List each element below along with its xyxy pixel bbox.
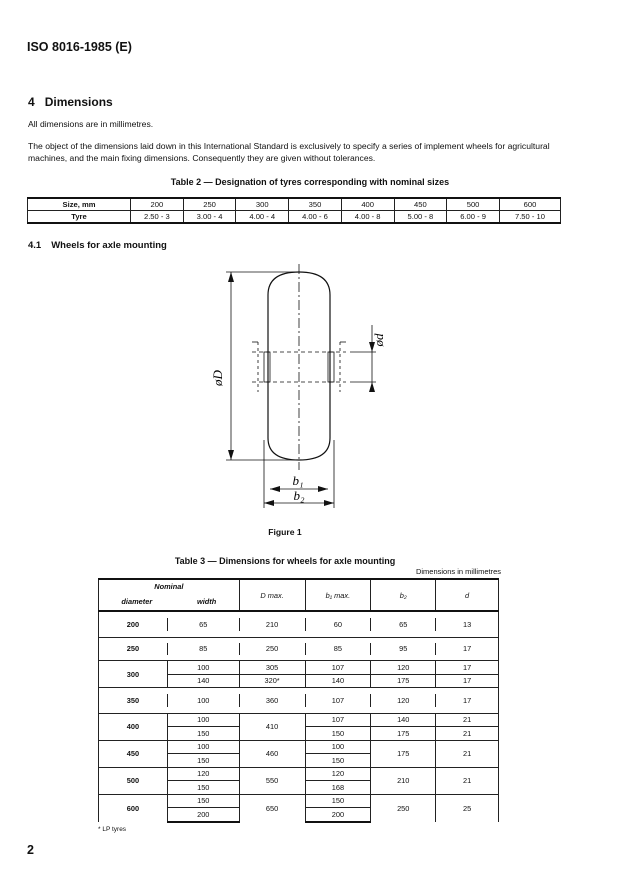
b1-cell: 100 — [305, 740, 371, 754]
label-b2: b₂ — [293, 488, 305, 503]
b1-cell: 168 — [305, 781, 371, 795]
tyre-cell: 4.00 - 6 — [289, 211, 342, 224]
D-cell: 210 — [239, 618, 305, 631]
D-cell: 460 — [239, 740, 305, 767]
diameter-cell: 250 — [99, 643, 168, 656]
width-header: width — [196, 597, 217, 606]
diameter-cell: 350 — [99, 694, 168, 707]
b2-cell: 210 — [371, 767, 436, 794]
D-cell: 650 — [239, 794, 305, 822]
b1-cell: 150 — [305, 754, 371, 768]
figure-1-caption: Figure 1 — [268, 527, 302, 537]
D-cell: 320* — [239, 674, 305, 688]
D-cell: 360 — [239, 694, 305, 707]
diameter-cell: 600 — [99, 794, 168, 822]
D-cell: 550 — [239, 767, 305, 794]
section-4-number: 4 — [28, 95, 35, 109]
b1-cell: 107 — [305, 661, 371, 675]
b1-cell: 150 — [305, 727, 371, 741]
table-3-units: Dimensions in millimetres — [415, 567, 501, 576]
table-row — [99, 794, 499, 808]
table-3-caption: Table 3 — Dimensions for wheels for axle mounting — [174, 556, 396, 566]
tyre-cell: 4.00 - 8 — [341, 211, 394, 224]
width-cell: 150 — [167, 794, 239, 808]
tyre-cell: 6.00 - 9 — [447, 211, 500, 224]
table-3-footnote: * LP tyres — [98, 826, 127, 833]
hub-left — [264, 352, 270, 382]
nominal-header — [99, 579, 240, 611]
d-cell: 21 — [436, 767, 499, 794]
b1-cell: 85 — [305, 643, 371, 656]
tyre-cell: 2.50 - 3 — [131, 211, 184, 224]
diameter-header: diameter — [121, 597, 153, 606]
tyre-cell: 3.00 - 4 — [183, 211, 236, 224]
b2-cell: 95 — [371, 643, 436, 656]
width-cell: 120 — [167, 767, 239, 781]
table-row — [99, 661, 499, 675]
D-cell: 305 — [239, 661, 305, 675]
hub-right — [328, 352, 334, 382]
size-cell: 200 — [131, 198, 184, 211]
tyre-label: Tyre — [28, 211, 131, 224]
b2-cell: 65 — [371, 618, 436, 631]
D-cell: 250 — [239, 643, 305, 656]
D-cell: 410 — [239, 713, 305, 740]
label-b1: b₁ — [292, 473, 304, 488]
width-cell: 200 — [167, 808, 239, 822]
b1-max-header: b₁ max. — [305, 579, 371, 611]
table-row — [99, 767, 499, 781]
b1-cell: 200 — [305, 808, 371, 822]
b1-cell: 60 — [305, 618, 371, 631]
label-D: øD — [210, 370, 225, 386]
d-cell: 17 — [436, 694, 499, 707]
size-cell: 300 — [236, 198, 289, 211]
d-cell: 17 — [436, 643, 499, 656]
diameter-cell: 500 — [99, 767, 168, 794]
scope-paragraph: The object of the dimensions laid down in this International Standard is exclusively to specify a series of implement wheels for agricultural machines, and the main fixing dimensions. Consequently they are given without tolerances. — [28, 141, 550, 163]
d-cell: 13 — [436, 618, 499, 631]
document-header: ISO 8016-1985 (E) — [27, 40, 132, 54]
width-cell: 85 — [167, 643, 239, 656]
size-cell: 450 — [394, 198, 447, 211]
d-header: d — [436, 579, 499, 611]
b1-cell: 107 — [305, 694, 371, 707]
d-cell: 21 — [436, 727, 499, 741]
width-cell: 150 — [167, 754, 239, 768]
b2-cell: 250 — [371, 794, 436, 822]
d-cell: 21 — [436, 740, 499, 767]
size-cell: 350 — [289, 198, 342, 211]
b2-cell: 140 — [371, 713, 436, 727]
diameter-cell: 300 — [99, 661, 168, 688]
width-cell: 100 — [167, 694, 239, 707]
b2-header: b₂ — [371, 579, 436, 611]
size-cell: 600 — [499, 198, 560, 211]
section-4-title: Dimensions — [44, 95, 113, 109]
table-row — [99, 618, 499, 631]
table-row — [99, 694, 499, 707]
width-cell: 65 — [167, 618, 239, 631]
table-row — [99, 740, 499, 754]
table-3 — [98, 578, 499, 823]
table-3-header-row — [99, 579, 499, 611]
size-label: Size, mm — [28, 198, 131, 211]
width-cell: 150 — [167, 727, 239, 741]
nominal-label: Nominal — [154, 582, 184, 591]
width-cell: 100 — [167, 713, 239, 727]
width-cell: 100 — [167, 661, 239, 675]
size-cell: 250 — [183, 198, 236, 211]
d-cell: 17 — [436, 674, 499, 688]
section-4-1-title: Wheels for axle mounting — [51, 240, 167, 251]
diameter-cell: 200 — [99, 618, 168, 631]
label-d: ød — [371, 333, 386, 347]
b1-cell: 120 — [305, 767, 371, 781]
tyre-cell: 5.00 - 8 — [394, 211, 447, 224]
width-cell: 140 — [167, 674, 239, 688]
b2-cell: 120 — [371, 694, 436, 707]
D-max-header: D max. — [239, 579, 305, 611]
size-cell: 500 — [447, 198, 500, 211]
b1-cell: 150 — [305, 794, 371, 808]
diameter-cell: 450 — [99, 740, 168, 767]
size-cell: 400 — [341, 198, 394, 211]
diameter-cell: 400 — [99, 713, 168, 740]
b2-cell: 175 — [371, 740, 436, 767]
tyre-cell: 7.50 - 10 — [499, 211, 560, 224]
b1-cell: 140 — [305, 674, 371, 688]
b2-cell: 120 — [371, 661, 436, 675]
units-note: All dimensions are in millimetres. — [28, 119, 154, 129]
d-cell: 21 — [436, 713, 499, 727]
table-2-caption: Table 2 — Designation of tyres corresponding with nominal sizes — [170, 177, 450, 187]
b2-cell: 175 — [371, 727, 436, 741]
width-cell: 100 — [167, 740, 239, 754]
section-4-1-number: 4.1 — [28, 240, 42, 251]
table-row — [99, 713, 499, 727]
tyre-cell: 4.00 - 4 — [236, 211, 289, 224]
d-cell: 25 — [436, 794, 499, 822]
width-cell: 150 — [167, 781, 239, 795]
page-number: 2 — [27, 843, 34, 857]
b1-cell: 107 — [305, 713, 371, 727]
table-row — [99, 643, 499, 656]
d-cell: 17 — [436, 661, 499, 675]
b2-cell: 175 — [371, 674, 436, 688]
